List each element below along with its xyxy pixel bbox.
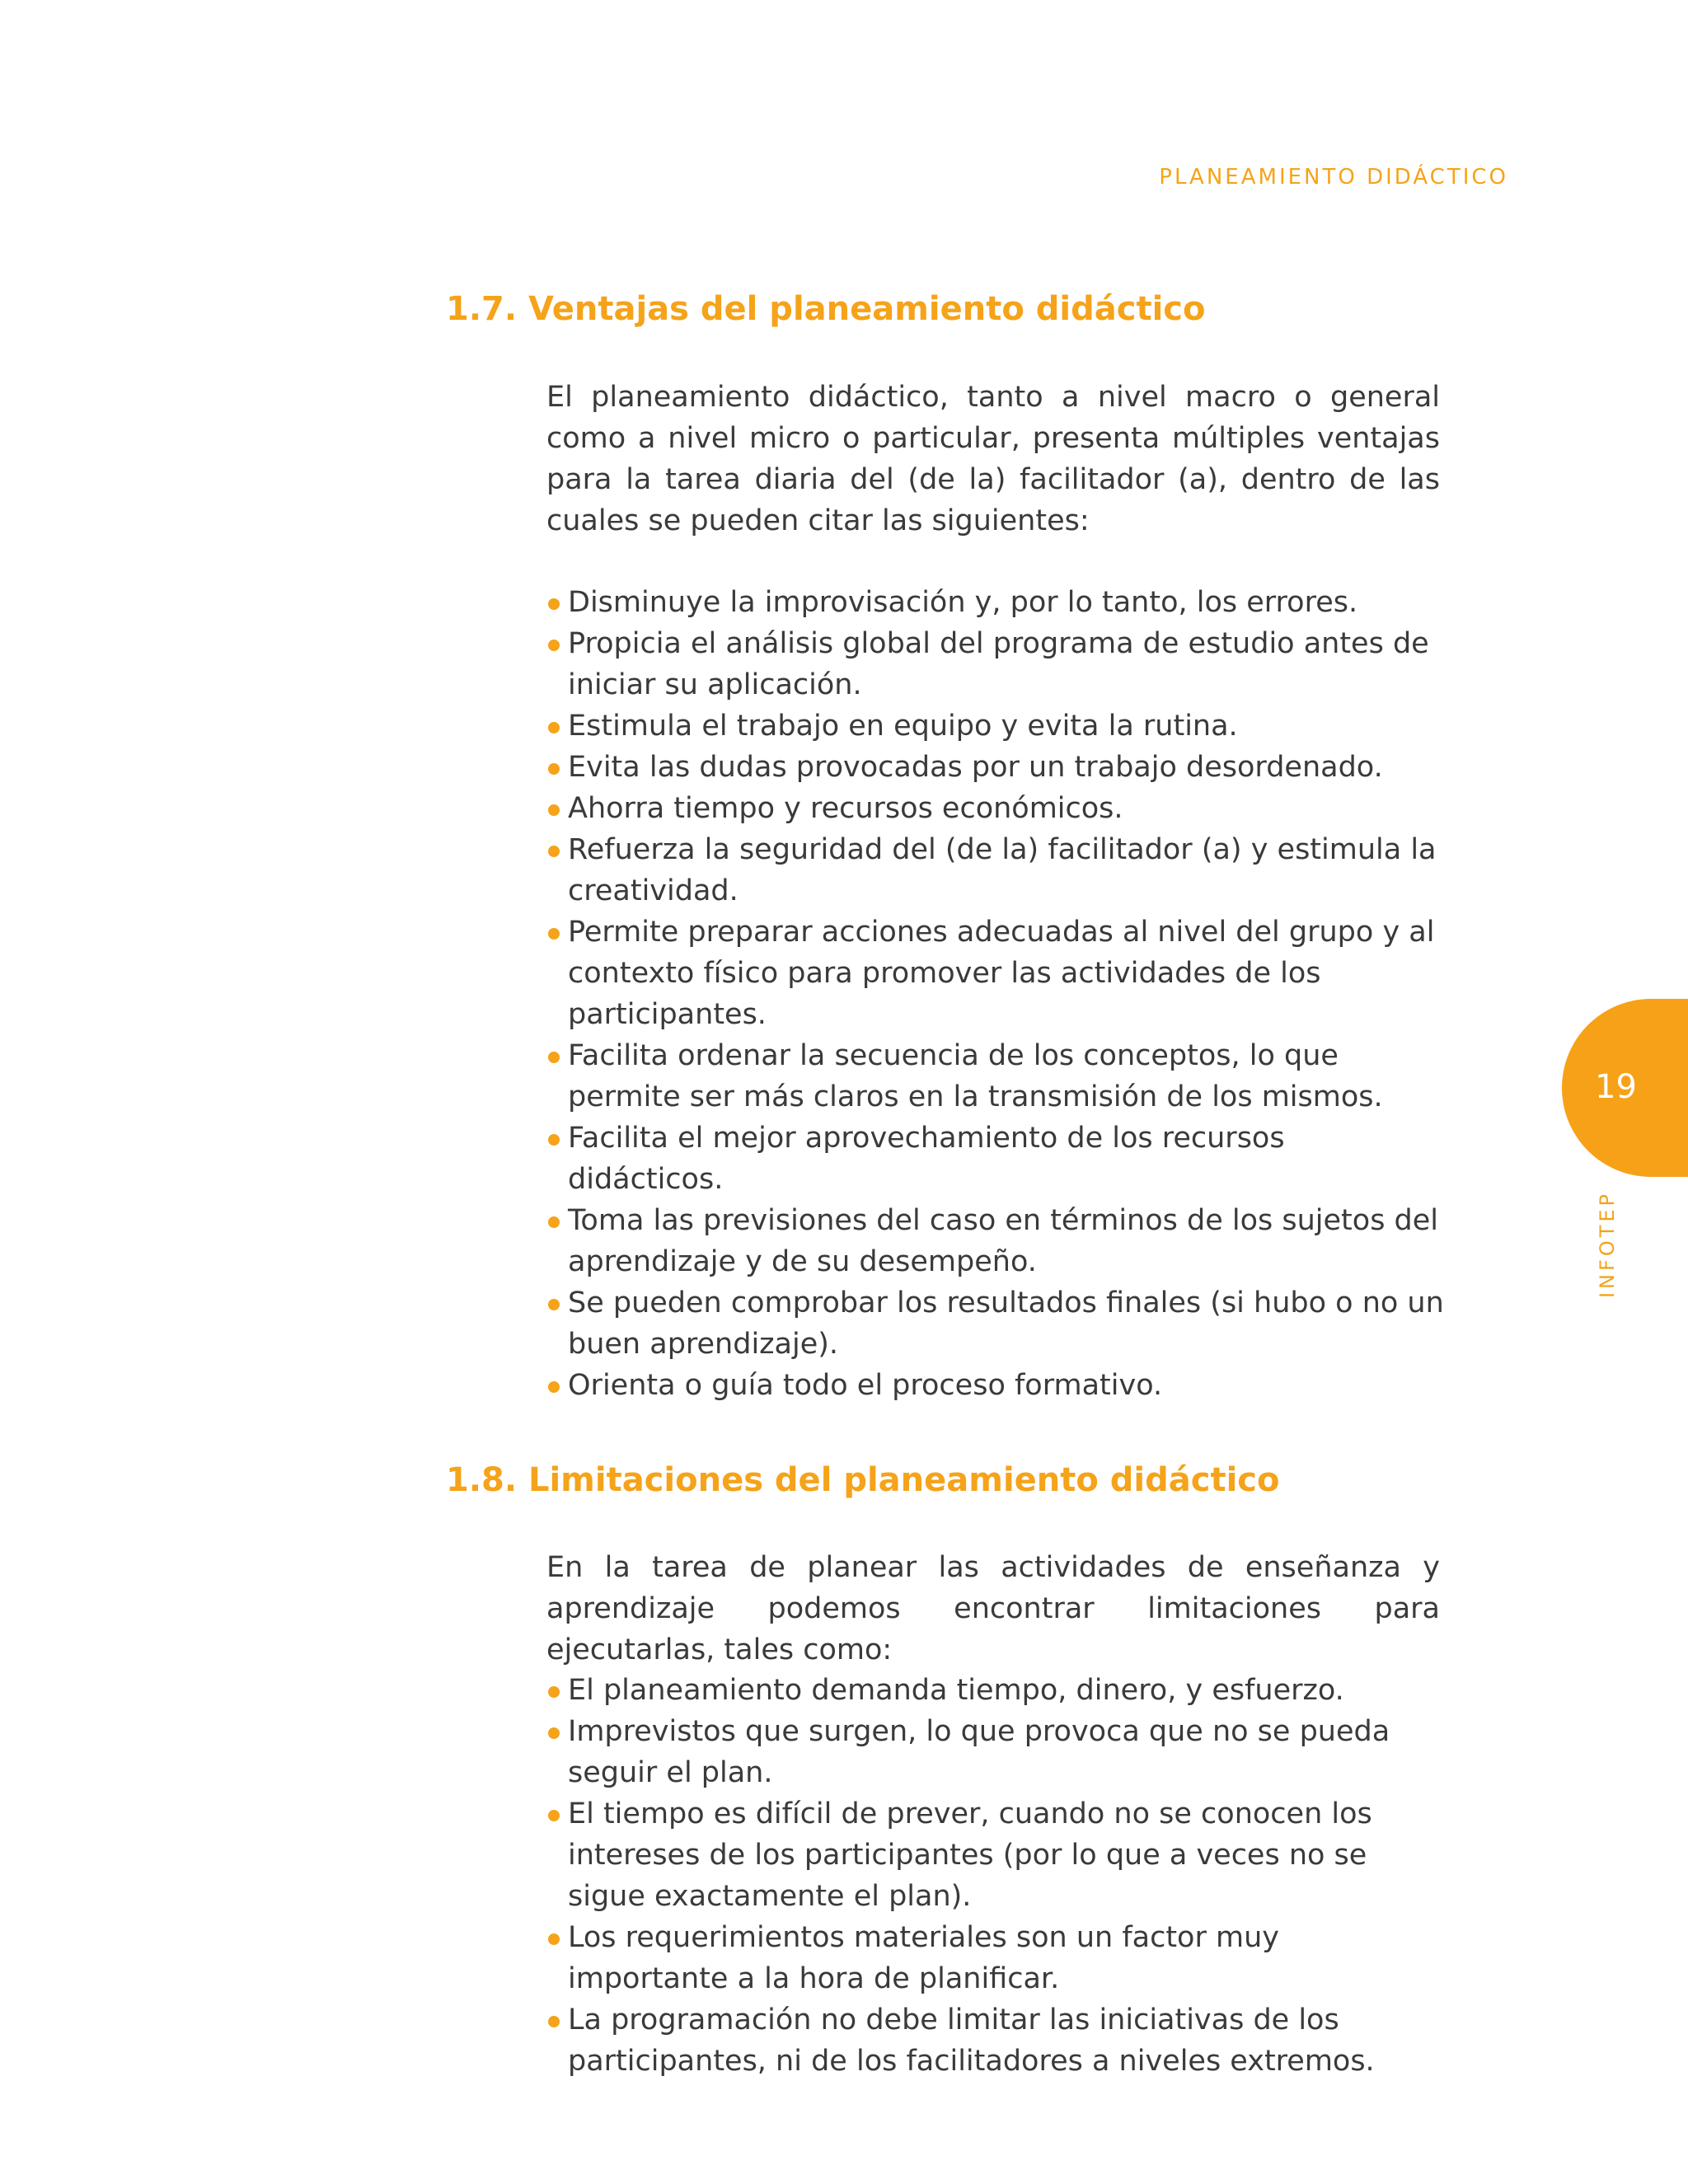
list-item-text: Facilita ordenar la secuencia de los conceptos, lo que permite ser más claros en la transmisión de los mismos. xyxy=(568,1039,1383,1113)
list-item-text: Orienta o guía todo el proceso formativo. xyxy=(568,1369,1163,1402)
bullet-icon xyxy=(548,1216,560,1228)
list-item-text: Toma las previsiones del caso en términos de los sujetos del aprendizaje y de su desempeño. xyxy=(568,1204,1439,1278)
running-header: PLANEAMIENTO DIDÁCTICO xyxy=(1159,165,1508,190)
bullet-icon xyxy=(548,1727,560,1739)
list-item xyxy=(546,912,1447,1035)
list-item-text: El tiempo es difícil de prever, cuando no se conocen los intereses de los participantes (por lo que a veces no se sigue exactamente el plan). xyxy=(568,1797,1372,1913)
bullet-icon xyxy=(548,1686,560,1698)
list-item xyxy=(546,582,1447,623)
list-item xyxy=(546,1670,1447,1711)
list-item-text: Los requerimientos materiales son un factor muy importante a la hora de planificar. xyxy=(568,1921,1279,1995)
bullet-icon xyxy=(548,1052,560,1063)
list-item xyxy=(546,1035,1447,1118)
side-label: INFOTEP xyxy=(1596,1190,1619,1299)
bullet-icon xyxy=(548,722,560,733)
list-item xyxy=(546,788,1447,829)
list-item xyxy=(546,1118,1447,1200)
list-item-text: El planeamiento demanda tiempo, dinero, y esfuerzo. xyxy=(568,1674,1344,1707)
bullet-icon xyxy=(548,640,560,651)
bullet-icon xyxy=(548,804,560,816)
list-item xyxy=(546,1793,1447,1917)
section-heading-limitaciones: 1.8. Limitaciones del planeamiento didáctico xyxy=(446,1461,1280,1499)
list-item xyxy=(546,747,1447,788)
limitations-list xyxy=(546,1670,1447,2082)
list-item-text: Imprevistos que surgen, lo que provoca que no se pueda seguir el plan. xyxy=(568,1715,1390,1789)
list-item-text: Propicia el análisis global del programa de estudio antes de iniciar su aplicación. xyxy=(568,627,1429,701)
section-heading-ventajas: 1.7. Ventajas del planeamiento didáctico xyxy=(446,290,1206,328)
list-item xyxy=(546,1282,1447,1365)
list-item-text: Disminuye la improvisación y, por lo tanto, los errores. xyxy=(568,586,1358,619)
list-item xyxy=(546,1999,1447,2082)
list-item xyxy=(546,1365,1447,1406)
list-item-text: Facilita el mejor aprovechamiento de los recursos didácticos. xyxy=(568,1122,1285,1196)
list-item xyxy=(546,705,1447,747)
bullet-icon xyxy=(548,1810,560,1821)
bullet-icon xyxy=(548,1933,560,1945)
section-intro-ventajas: El planeamiento didáctico, tanto a nivel macro o general como a nivel micro o particular, presenta múltiples ventajas para la tarea diaria del (de la) facilitador (a), dentro de las cuales se pueden citar las siguientes: xyxy=(546,381,1440,537)
list-item-text: Permite preparar acciones adecuadas al nivel del grupo y al contexto físico para promover las actividades de los participantes. xyxy=(568,916,1435,1031)
bullet-icon xyxy=(548,598,560,610)
list-item xyxy=(546,623,1447,705)
bullet-icon xyxy=(548,846,560,857)
bullet-icon xyxy=(548,1381,560,1393)
list-item xyxy=(546,1917,1447,1999)
advantages-list xyxy=(546,582,1447,1406)
list-item-text: Estimula el trabajo en equipo y evita la rutina. xyxy=(568,710,1238,743)
list-item-text: Ahorra tiempo y recursos económicos. xyxy=(568,792,1123,825)
list-item-text: Refuerza la seguridad del (de la) facilitador (a) y estimula la creatividad. xyxy=(568,833,1437,907)
list-item xyxy=(546,829,1447,912)
list-item-text: Evita las dudas provocadas por un trabajo desordenado. xyxy=(568,751,1383,784)
list-item-text: Se pueden comprobar los resultados finales (si hubo o no un buen aprendizaje). xyxy=(568,1286,1444,1361)
page-number: 19 xyxy=(1595,1068,1637,1106)
bullet-icon xyxy=(548,2016,560,2027)
list-item xyxy=(546,1200,1447,1282)
list-item xyxy=(546,1711,1447,1793)
bullet-icon xyxy=(548,763,560,775)
bullet-icon xyxy=(548,928,560,940)
bullet-icon xyxy=(548,1299,560,1310)
section-intro-limitaciones: En la tarea de planear las actividades de enseñanza y aprendizaje podemos encontrar limitaciones para ejecutarlas, tales como: xyxy=(546,1551,1440,1666)
bullet-icon xyxy=(548,1134,560,1146)
list-item-text: La programación no debe limitar las iniciativas de los participantes, ni de los facilitadores a niveles extremos. xyxy=(568,2004,1375,2078)
